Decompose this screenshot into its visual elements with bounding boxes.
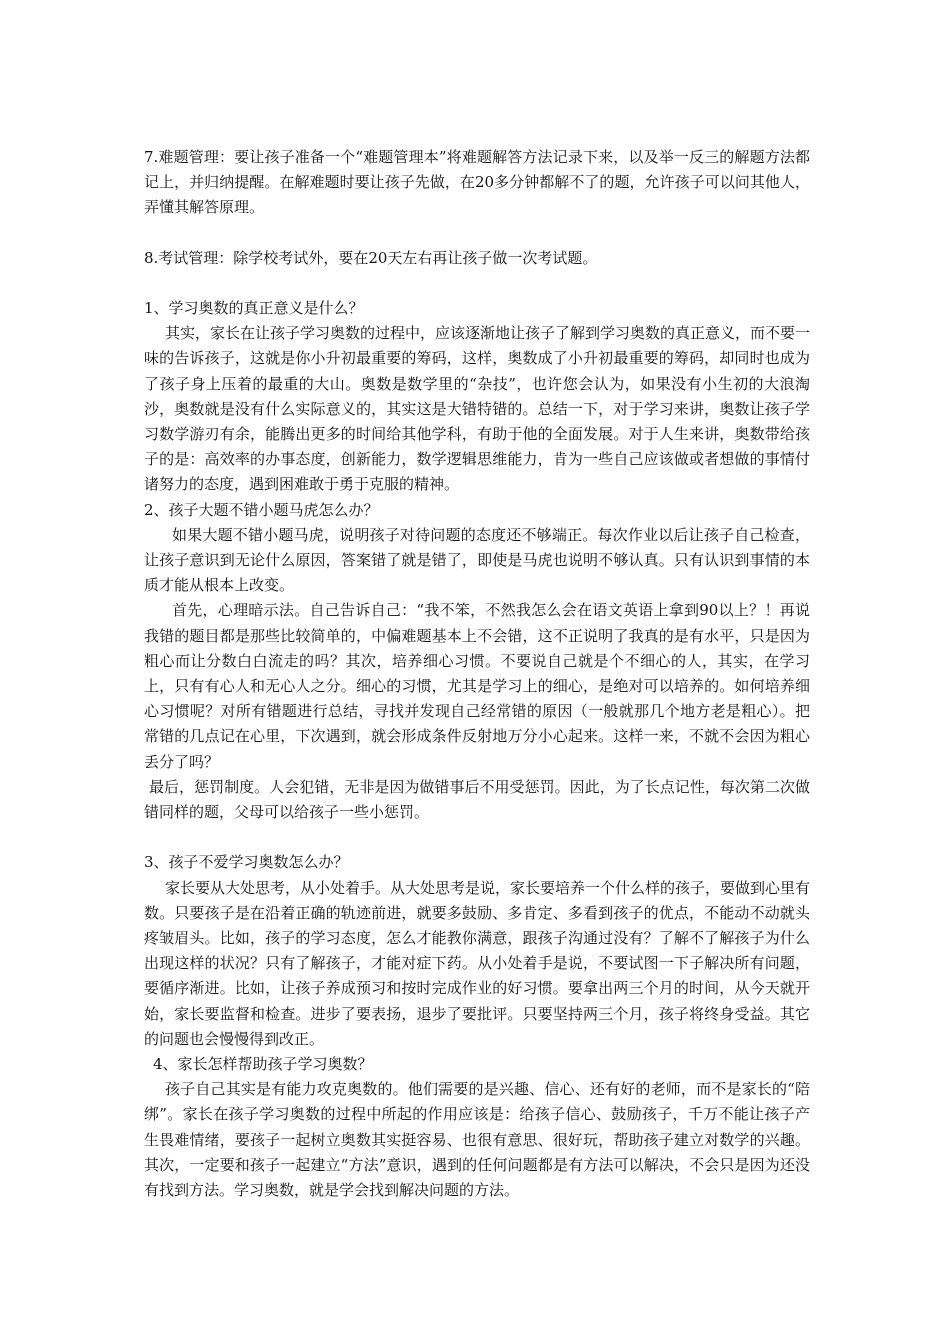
answer-paragraph-4: 孩子自己其实是有能力攻克奥数的。他们需要的是兴趣、信心、还有好的老师，而不是家长的“陪绑”。家长在孩子学习奥数的过程中所起的作用应该是：给孩子信心、鼓励孩子，千万不能让孩子产生畏难情绪，要孩子一起树立奥数其实挺容易、也很有意思、很好玩，帮助孩子建立对数学的兴趣。其次，一定要和孩子一起建立“方法”意识，遇到的任何问题都是有方法可以解决，不会只是因为还没有找到方法。学习奥数，就是学会找到解决问题的方法。 [144, 1080, 810, 1200]
question-heading-4: 4、家长怎样帮助孩子学习奥数？ [153, 1055, 373, 1074]
question-heading-1: 1、学习奥数的真正意义是什么？ [144, 299, 364, 317]
answer-paragraph-2c: 最后，惩罚制度。人会犯错，无非是因为做错事后不用受惩罚。因此，为了长点记性，每次第二次做错同样的题，父母可以给孩子一些小惩罚。 [144, 777, 810, 822]
blank-line [144, 825, 810, 850]
paragraph-exam-management: 8.考试管理：除学校考试外，要在20天左右再让孩子做一次考试题。 [144, 248, 598, 267]
question-heading-3: 3、孩子不爱学习奥数怎么办？ [144, 853, 349, 872]
answer-paragraph-3: 家长要从大处思考，从小处着手。从大处思考是说，家长要培养一个什么样的孩子，要做到心里有数。只要孩子是在沿着正确的轨迹前进，就要多鼓励、多肯定、多看到孩子的优点，不能动不动就头疼皱眉头。比如，孩子的学习态度，怎么才能教你满意，跟孩子沟通过没有？了解不了解孩子为什么出现这样的状况？只有了解孩子，才能对症下药。从小处着手是说，不要试图一下子解决所有问题，要循序渐进。比如，让孩子养成预习和按时完成作业的好习惯。要拿出两三个月的时间，从今天就开始，家长要监督和检查。进步了要表扬，退步了要批评。只要坚持两三个月，孩子将终身受益。其它的问题也会慢慢得到改正。 [144, 878, 811, 1048]
blank-line [144, 271, 810, 296]
paragraph-difficult-problem-management: 7.难题管理：要让孩子准备一个“难题管理本”将难题解答方法记录下来，以及举一反三的解题方法都记上，并归纳提醒。在解难题时要让孩子先做，在20多分钟都解不了的题，允许孩子可以问其他人，弄懂其解答原理。 [144, 148, 810, 217]
question-heading-2: 2、孩子大题不错小题马虎怎么办？ [144, 500, 379, 519]
answer-paragraph-1: 其实，家长在让孩子学习奥数的过程中，应该逐渐地让孩子了解到学习奥数的真正意义，而不要一味的告诉孩子，这就是你小升初最重要的筹码，这样，奥数成了小升初最重要的筹码，却同时也成为了孩子身上压着的最重的大山。奥数是数学里的“杂技”，也许您会认为，如果没有小生初的大浪淘沙，奥数就是没有什么实际意义的，其实这是大错特错的。总结一下，对于学习来讲，奥数让孩子学习数学游刃有余，能腾出更多的时间给其他学科，有助于他的全面发展。对于人生来讲，奥数带给孩子的是：高效率的办事态度，创新能力，数学逻辑思维能力，肯为一些自己应该做或者想做的事情付诸努力的态度，遇到困难敢于勇于克服的精神。 [144, 324, 811, 494]
answer-paragraph-2b: 首先，心理暗示法。自己告诉自己：“我不笨，不然我怎么会在语文英语上拿到90以上？！再说我错的题目都是那些比较简单的，中偏难题基本上不会错，这不正说明了我真的是有水平，只是因为粗心而让分数白白流走的吗？其次，培养细心习惯。不要说自己就是个不细心的人，其实，在学习上，只有有心人和无心人之分。细心的习惯，尤其是学习上的细心，是绝对可以培养的。如何培养细心习惯呢？对所有错题进行总结，寻找并发现自己经常错的原因（一般就那几个地方老是粗心）。把常错的几点记在心里，下次遇到，就会形成条件反射地万分小心起来。这样一来，不就不会因为粗心丢分了吗？ [144, 601, 810, 771]
answer-paragraph-2a: 如果大题不错小题马虎，说明孩子对待问题的态度还不够端正。每次作业以后让孩子自己检查，让孩子意识到无论什么原因，答案错了就是错了，即使是马虎也说明不够认真。只有认识到事情的本质才能从根本上改变。 [144, 525, 810, 595]
document-page [144, 145, 810, 1203]
